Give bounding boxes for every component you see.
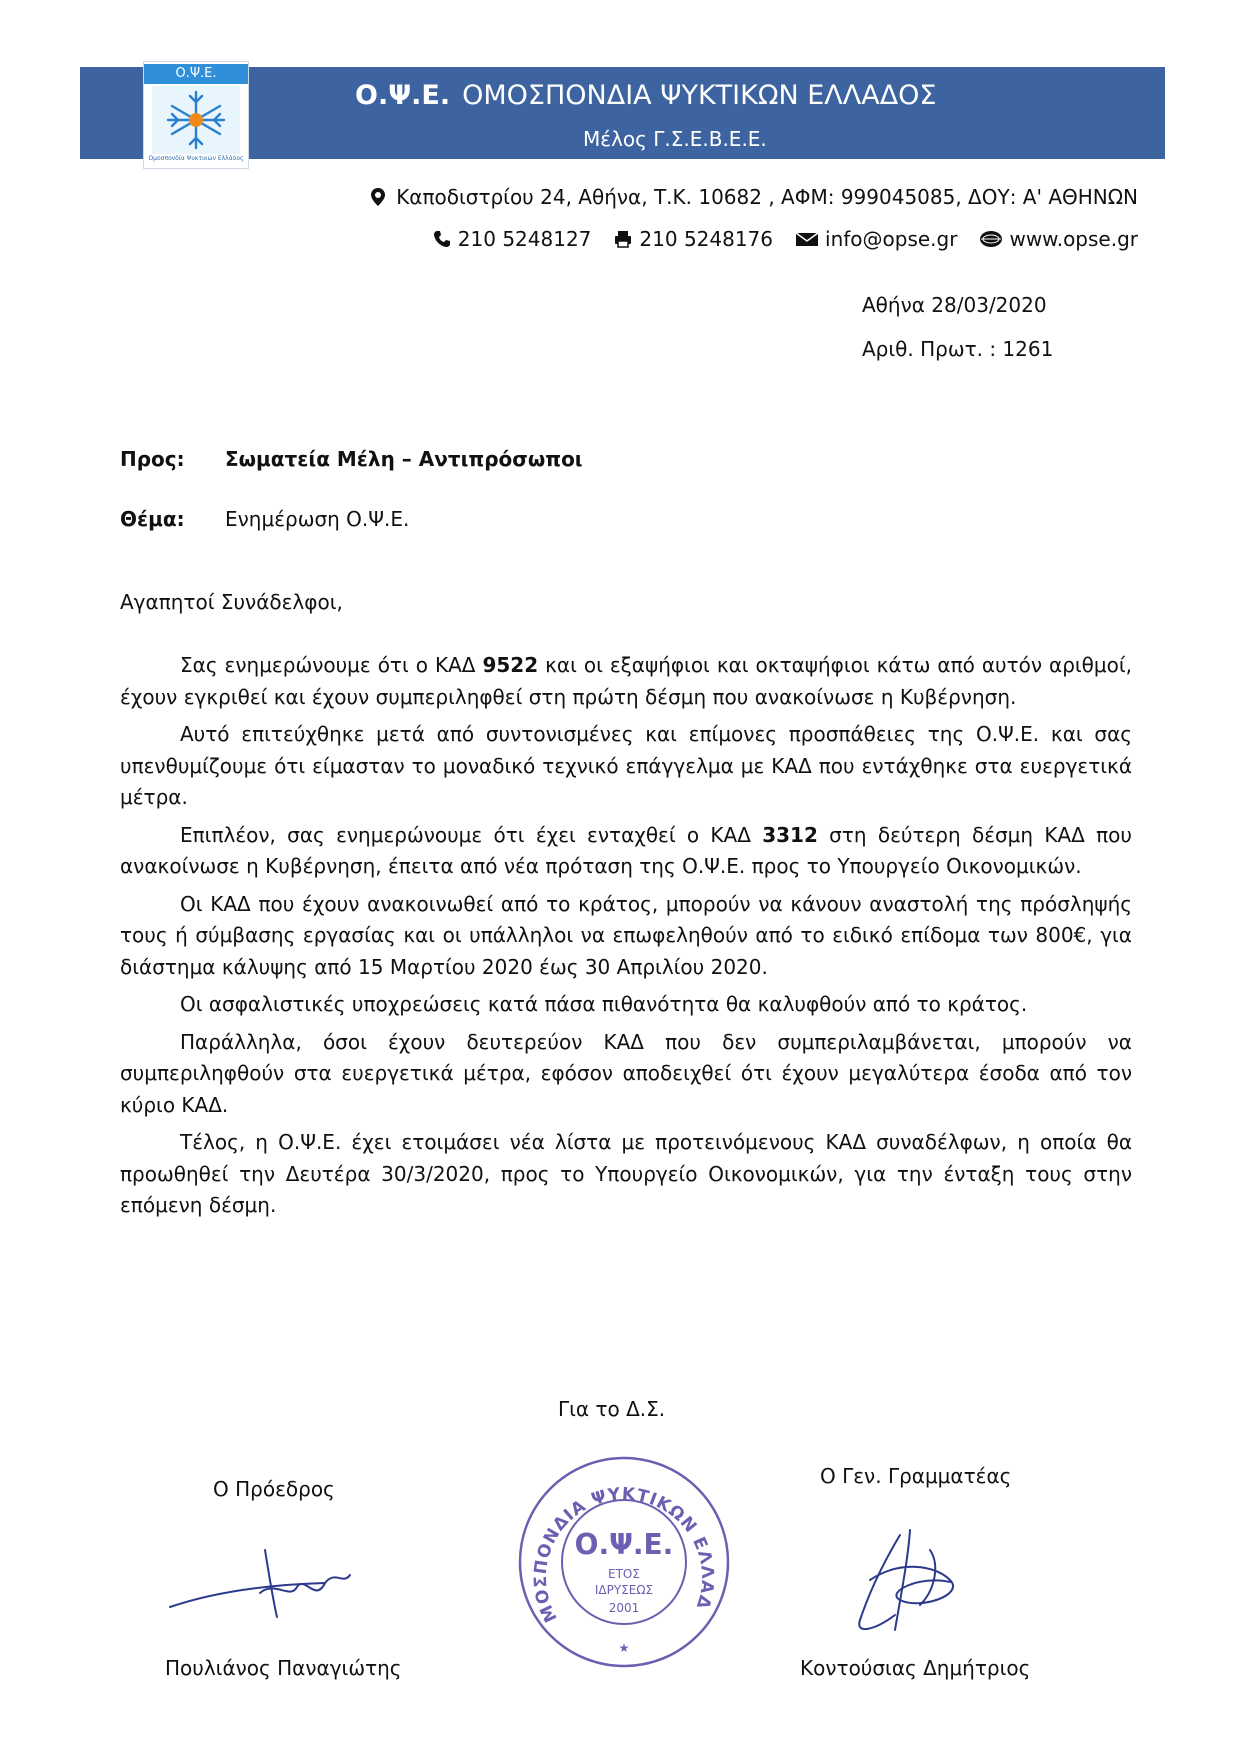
greeting: Αγαπητοί Συνάδελφοι,	[120, 590, 343, 614]
paragraph-1: Σας ενημερώνουμε ότι ο ΚΑΔ 9522 και οι εξαψήφιοι και οκταψήφιοι κάτω από αυτόν αριθμοί, έχουν εγκριθεί και έχουν συμπεριληφθεί στη πρώτη δέσμη που ανακοίνωσε η Κυβέρνηση.	[120, 653, 1133, 709]
kad-code-3312: 3312	[762, 822, 818, 847]
stamp-line-1: ΕΤΟΣ	[608, 1567, 640, 1581]
phone-number[interactable]: 210 5248127	[457, 227, 592, 251]
organization-name: ΟΜΟΣΠΟΝΔΙΑ ΨΥΚΤΙΚΩΝ ΕΛΛΑΔΟΣ	[462, 80, 937, 111]
paragraph-6: Παράλληλα, όσοι έχουν δευτερεύον ΚΑΔ που δεν συμπεριλαμβάνεται, μπορούν να συμπεριληφθούν στα ευεργετικά μέτρα, εφόσον αποδειχθεί ότι έχουν μεγαλύτερα έσοδα από τον κύριο ΚΑΔ.	[120, 1029, 1132, 1117]
stamp-year: 2001	[608, 1601, 640, 1615]
recipient-label: Προς:	[120, 447, 185, 471]
president-name: Πουλιάνος Παναγιώτης	[165, 1656, 402, 1680]
stamp-center-text: Ο.Ψ.Ε.	[574, 1528, 674, 1561]
address-text: Καποδιστρίου 24, Αθήνα, Τ.Κ. 10682 , ΑΦΜ: 999045085, ΔΟΥ: Α' ΑΘΗΝΩΝ	[396, 185, 1138, 209]
president-signature	[165, 1545, 405, 1635]
location-pin-icon	[368, 187, 388, 207]
secretary-signature	[840, 1520, 980, 1650]
recipient-value: Σωματεία Μέλη – Αντιπρόσωποι	[225, 447, 583, 471]
contact-line	[410, 227, 1138, 251]
paragraph-5: Οι ασφαλιστικές υποχρεώσεις κατά πάσα πιθανότητα θα καλυφθούν από το κράτος.	[180, 992, 1028, 1016]
logo-title: Ο.Ψ.Ε.	[144, 64, 248, 84]
email-group	[795, 227, 957, 251]
for-board-line: Για το Δ.Σ.	[558, 1397, 666, 1421]
stamp-ring-text: ΜΟΣΠΟΝΔΙΑ ΨΥΚΤΙΚΩΝ ΕΛΛΑΔ	[530, 1484, 718, 1626]
organization-logo	[143, 61, 249, 169]
paragraph-4: Οι ΚΑΔ που έχουν ανακοινωθεί από το κράτος, μπορούν να κάνουν αναστολή της πρόσληψής τους ή σύμβασης εργασίας και οι υπάλληλοι να επωφεληθούν από το ειδικό επίδομα των 800€, για διάστημα κάλυψης από 15 Μαρτίου 2020 έως 30 Απριλίου 2020.	[120, 891, 1132, 979]
paragraph-3: Επιπλέον, σας ενημερώνουμε ότι έχει ενταχθεί ο ΚΑΔ 3312 στη δεύτερη δέσμη ΚΑΔ που ανακοίνωσε η Κυβέρνηση, έπειτα από νέα πρόταση της Ο.Ψ.Ε. προς το Υπουργείο Οικονομικών.	[120, 822, 1132, 878]
letter-body	[120, 650, 1132, 1228]
website-group	[979, 227, 1138, 251]
stamp-star-icon: ★	[618, 1641, 630, 1655]
snowflake-icon	[152, 86, 240, 154]
kad-code-9522: 9522	[482, 653, 539, 677]
fax-icon	[613, 229, 633, 249]
email-link[interactable]: info@opse.gr	[825, 227, 958, 251]
protocol-number: Αριθ. Πρωτ. : 1261	[862, 337, 1054, 361]
phone-icon	[432, 229, 452, 249]
phone-group	[432, 227, 592, 251]
fax-group	[613, 227, 773, 251]
paragraph-7: Τέλος, η Ο.Ψ.Ε. έχει ετοιμάσει νέα λίστα με προτεινόμενους ΚΑΔ συναδέλφων, η οποία θα προωθηθεί την Δευτέρα 30/3/2020, προς το Υπουργείο Οικονομικών, για την ένταξη τους στην επόμενη δέσμη.	[120, 1130, 1132, 1217]
member-of-line: Μέλος Γ.Σ.Ε.Β.Ε.Ε.	[583, 127, 767, 151]
organization-stamp	[514, 1452, 734, 1672]
stamp-line-2: ΙΔΡΥΣΕΩΣ	[594, 1583, 654, 1597]
subject-value: Ενημέρωση Ο.Ψ.Ε.	[225, 507, 410, 531]
address-line	[368, 185, 1138, 209]
fax-number: 210 5248176	[639, 227, 774, 251]
secretary-title: Ο Γεν. Γραμματέας	[820, 1464, 1012, 1488]
subject-label: Θέμα:	[120, 507, 185, 531]
website-link[interactable]: www.opse.gr	[1009, 227, 1138, 251]
date-line: Αθήνα 28/03/2020	[862, 293, 1047, 317]
envelope-icon	[795, 229, 819, 249]
logo-caption: Ομοσπονδία Ψυκτικών Ελλάδος	[148, 155, 244, 162]
organization-abbrev: Ο.Ψ.Ε.	[355, 80, 451, 111]
paragraph-2: Αυτό επιτεύχθηκε μετά από συντονισμένες και επίμονες προσπάθειες της Ο.Ψ.Ε. και σας υπενθυμίζουμε ότι είμασταν το μοναδικό τεχνικό επάγγελμα με ΚΑΔ που εντάχθηκε στα ευεργετικά μέτρα.	[120, 722, 1132, 809]
secretary-name: Κοντούσιας Δημήτριος	[800, 1656, 1031, 1680]
web-icon	[979, 229, 1003, 249]
president-title: Ο Πρόεδρος	[213, 1477, 335, 1501]
organization-title	[355, 80, 936, 111]
